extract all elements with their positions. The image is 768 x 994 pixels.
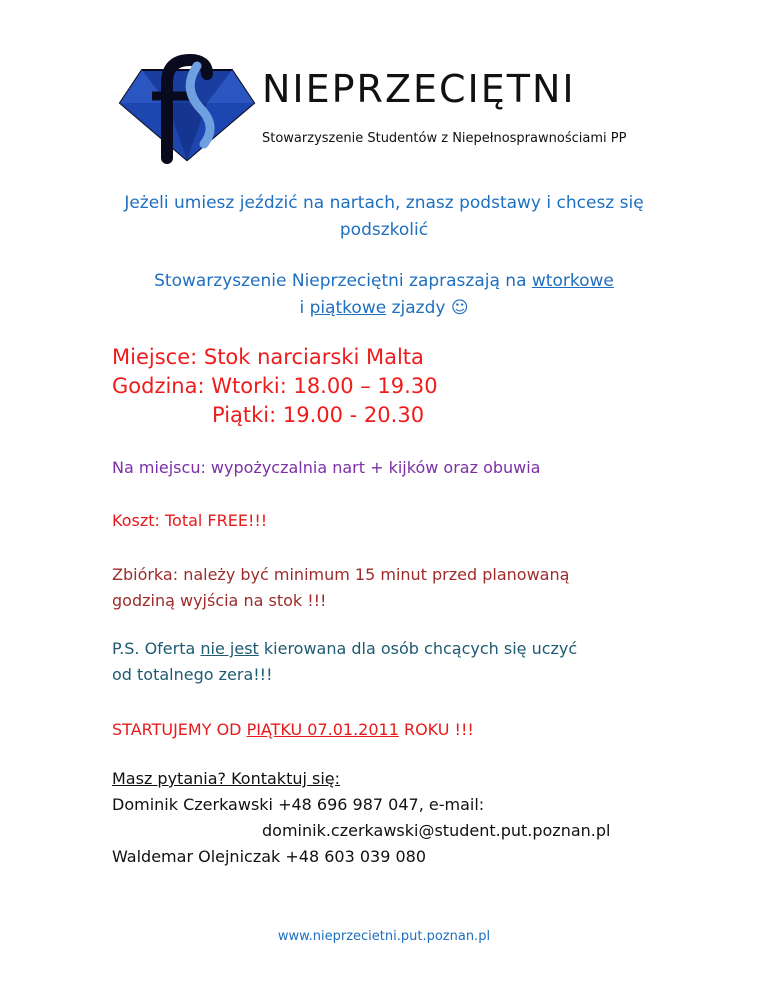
cost-info: Koszt: Total FREE!!!: [112, 511, 268, 530]
start-part-1: STARTUJEMY OD: [112, 720, 247, 739]
event-details: [112, 343, 712, 430]
org-name: NIEPRZECIĘTNI: [262, 67, 576, 111]
org-subtitle: Stowarzyszenie Studentów z Niepełnosprawnościami PP: [262, 131, 627, 146]
invite-tuesday: wtorkowe: [531, 271, 614, 291]
intro-text: [0, 190, 768, 244]
intro-line-2: podszkolić: [339, 220, 429, 240]
meeting-info: [112, 562, 692, 614]
meeting-line-1: Zbiórka: należy być minimum 15 minut przed planowaną: [112, 565, 570, 584]
ps-line-2: od totalnego zera!!!: [112, 665, 273, 684]
ps-part-2: kierowana dla osób chcących się uczyć: [258, 639, 578, 658]
contact-heading: Masz pytania? Kontaktuj się:: [112, 769, 341, 788]
start-info: [112, 718, 712, 742]
footer-website[interactable]: www.nieprzecietni.put.poznan.pl: [277, 929, 491, 944]
event-time-friday: Piątki: 19.00 - 20.30: [212, 403, 425, 427]
intro-line-1: Jeżeli umiesz jeździć na nartach, znasz podstawy i chcesz się: [124, 193, 644, 213]
event-time-tuesday: Godzina: Wtorki: 18.00 – 19.30: [112, 374, 438, 398]
invite-part-1: Stowarzyszenie Nieprzeciętni zapraszają na: [154, 271, 532, 291]
contact-email[interactable]: dominik.czerkawski@student.put.poznan.pl: [262, 821, 611, 840]
invite-part-2: i: [299, 298, 310, 318]
invite-text: [0, 268, 768, 322]
contact-person-2: Waldemar Olejniczak +48 603 039 080: [112, 847, 427, 866]
meeting-line-2: godziną wyjścia na stok !!!: [112, 591, 327, 610]
rental-info: Na miejscu: wypożyczalnia nart + kijków oraz obuwia: [112, 458, 541, 477]
invite-part-3: zjazdy ☺: [386, 298, 469, 318]
start-part-2: ROKU !!!: [398, 720, 474, 739]
ps-note: [112, 636, 692, 688]
contact-block: [112, 766, 692, 870]
contact-person-1: Dominik Czerkawski +48 696 987 047, e-mail:: [112, 795, 485, 814]
start-date: PIĄTKU 07.01.2011: [246, 720, 399, 739]
ps-underlined: nie jest: [200, 639, 259, 658]
ps-part-1: P.S. Oferta: [112, 639, 201, 658]
event-place: Miejsce: Stok narciarski Malta: [112, 345, 424, 369]
organization-logo: [112, 48, 262, 168]
invite-friday: piątkowe: [309, 298, 387, 318]
